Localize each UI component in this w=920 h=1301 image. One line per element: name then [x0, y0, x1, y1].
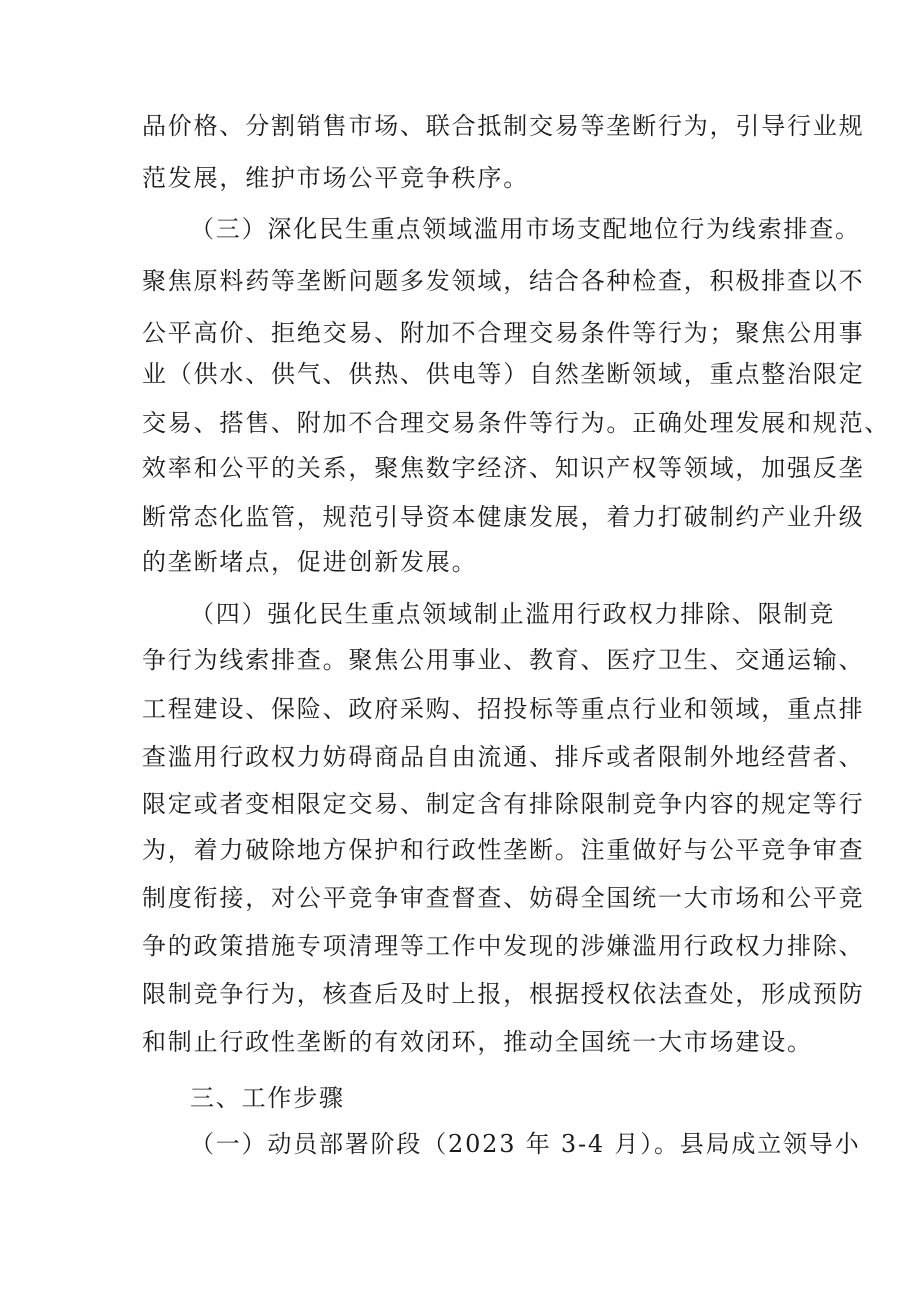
text-line: 查滥用行政权力妨碍商品自由流通、排斥或者限制外地经营者、: [142, 743, 865, 771]
section-title-work-steps: 三、工作步骤: [190, 1084, 345, 1112]
section-heading-three: （三）深化民生重点领域滥用市场支配地位行为线索排查。: [190, 215, 861, 243]
text-line: 品价格、分割销售市场、联合抵制交易等垄断行为，引导行业规: [142, 112, 865, 140]
text-line: 交易、搭售、附加不合理交易条件等行为。正确处理发展和规范、: [142, 409, 891, 437]
text-line: 制度衔接，对公平竞争审查督查、妨碍全国统一大市场和公平竞: [142, 884, 865, 912]
text-line: 聚焦原料药等垄断问题多发领域，结合各种检查，积极排查以不: [142, 267, 865, 295]
text-line: 争行为线索排查。聚焦公用事业、教育、医疗卫生、交通运输、: [142, 646, 865, 674]
text-line: 限定或者变相限定交易、制定含有排除限制竞争内容的规定等行: [142, 790, 865, 818]
text-line: 效率和公平的关系，聚焦数字经济、知识产权等领域，加强反垄: [142, 454, 865, 482]
text-line: 公平高价、拒绝交易、附加不合理交易条件等行为；聚焦公用事: [142, 319, 865, 347]
text-line: 限制竞争行为，核查后及时上报，根据授权依法查处，形成预防: [142, 980, 865, 1008]
text-line: 范发展，维护市场公平竞争秩序。: [142, 164, 529, 192]
text-line: 工程建设、保险、政府采购、招投标等重点行业和领域，重点排: [142, 695, 865, 723]
text-line: 断常态化监管，规范引导资本健康发展，着力打破制约产业升级: [142, 503, 865, 531]
text-line: 争的政策措施专项清理等工作中发现的涉嫌滥用行政权力排除、: [142, 932, 865, 960]
text-line: 为，着力破除地方保护和行政性垄断。注重做好与公平竞争审查: [142, 836, 865, 864]
subsection-heading-one: （一）动员部署阶段（2023 年 3-4 月）。县局成立领导小: [190, 1130, 861, 1158]
text-line: 和制止行政性垄断的有效闭环，推动全国统一大市场建设。: [142, 1028, 813, 1056]
text-line: 业（供水、供气、供热、供电等）自然垄断领域，重点整治限定: [142, 360, 865, 388]
section-heading-four: （四）强化民生重点领域制止滥用行政权力排除、限制竞: [190, 600, 835, 628]
text-line: 的垄断堵点，促进创新发展。: [142, 548, 478, 576]
